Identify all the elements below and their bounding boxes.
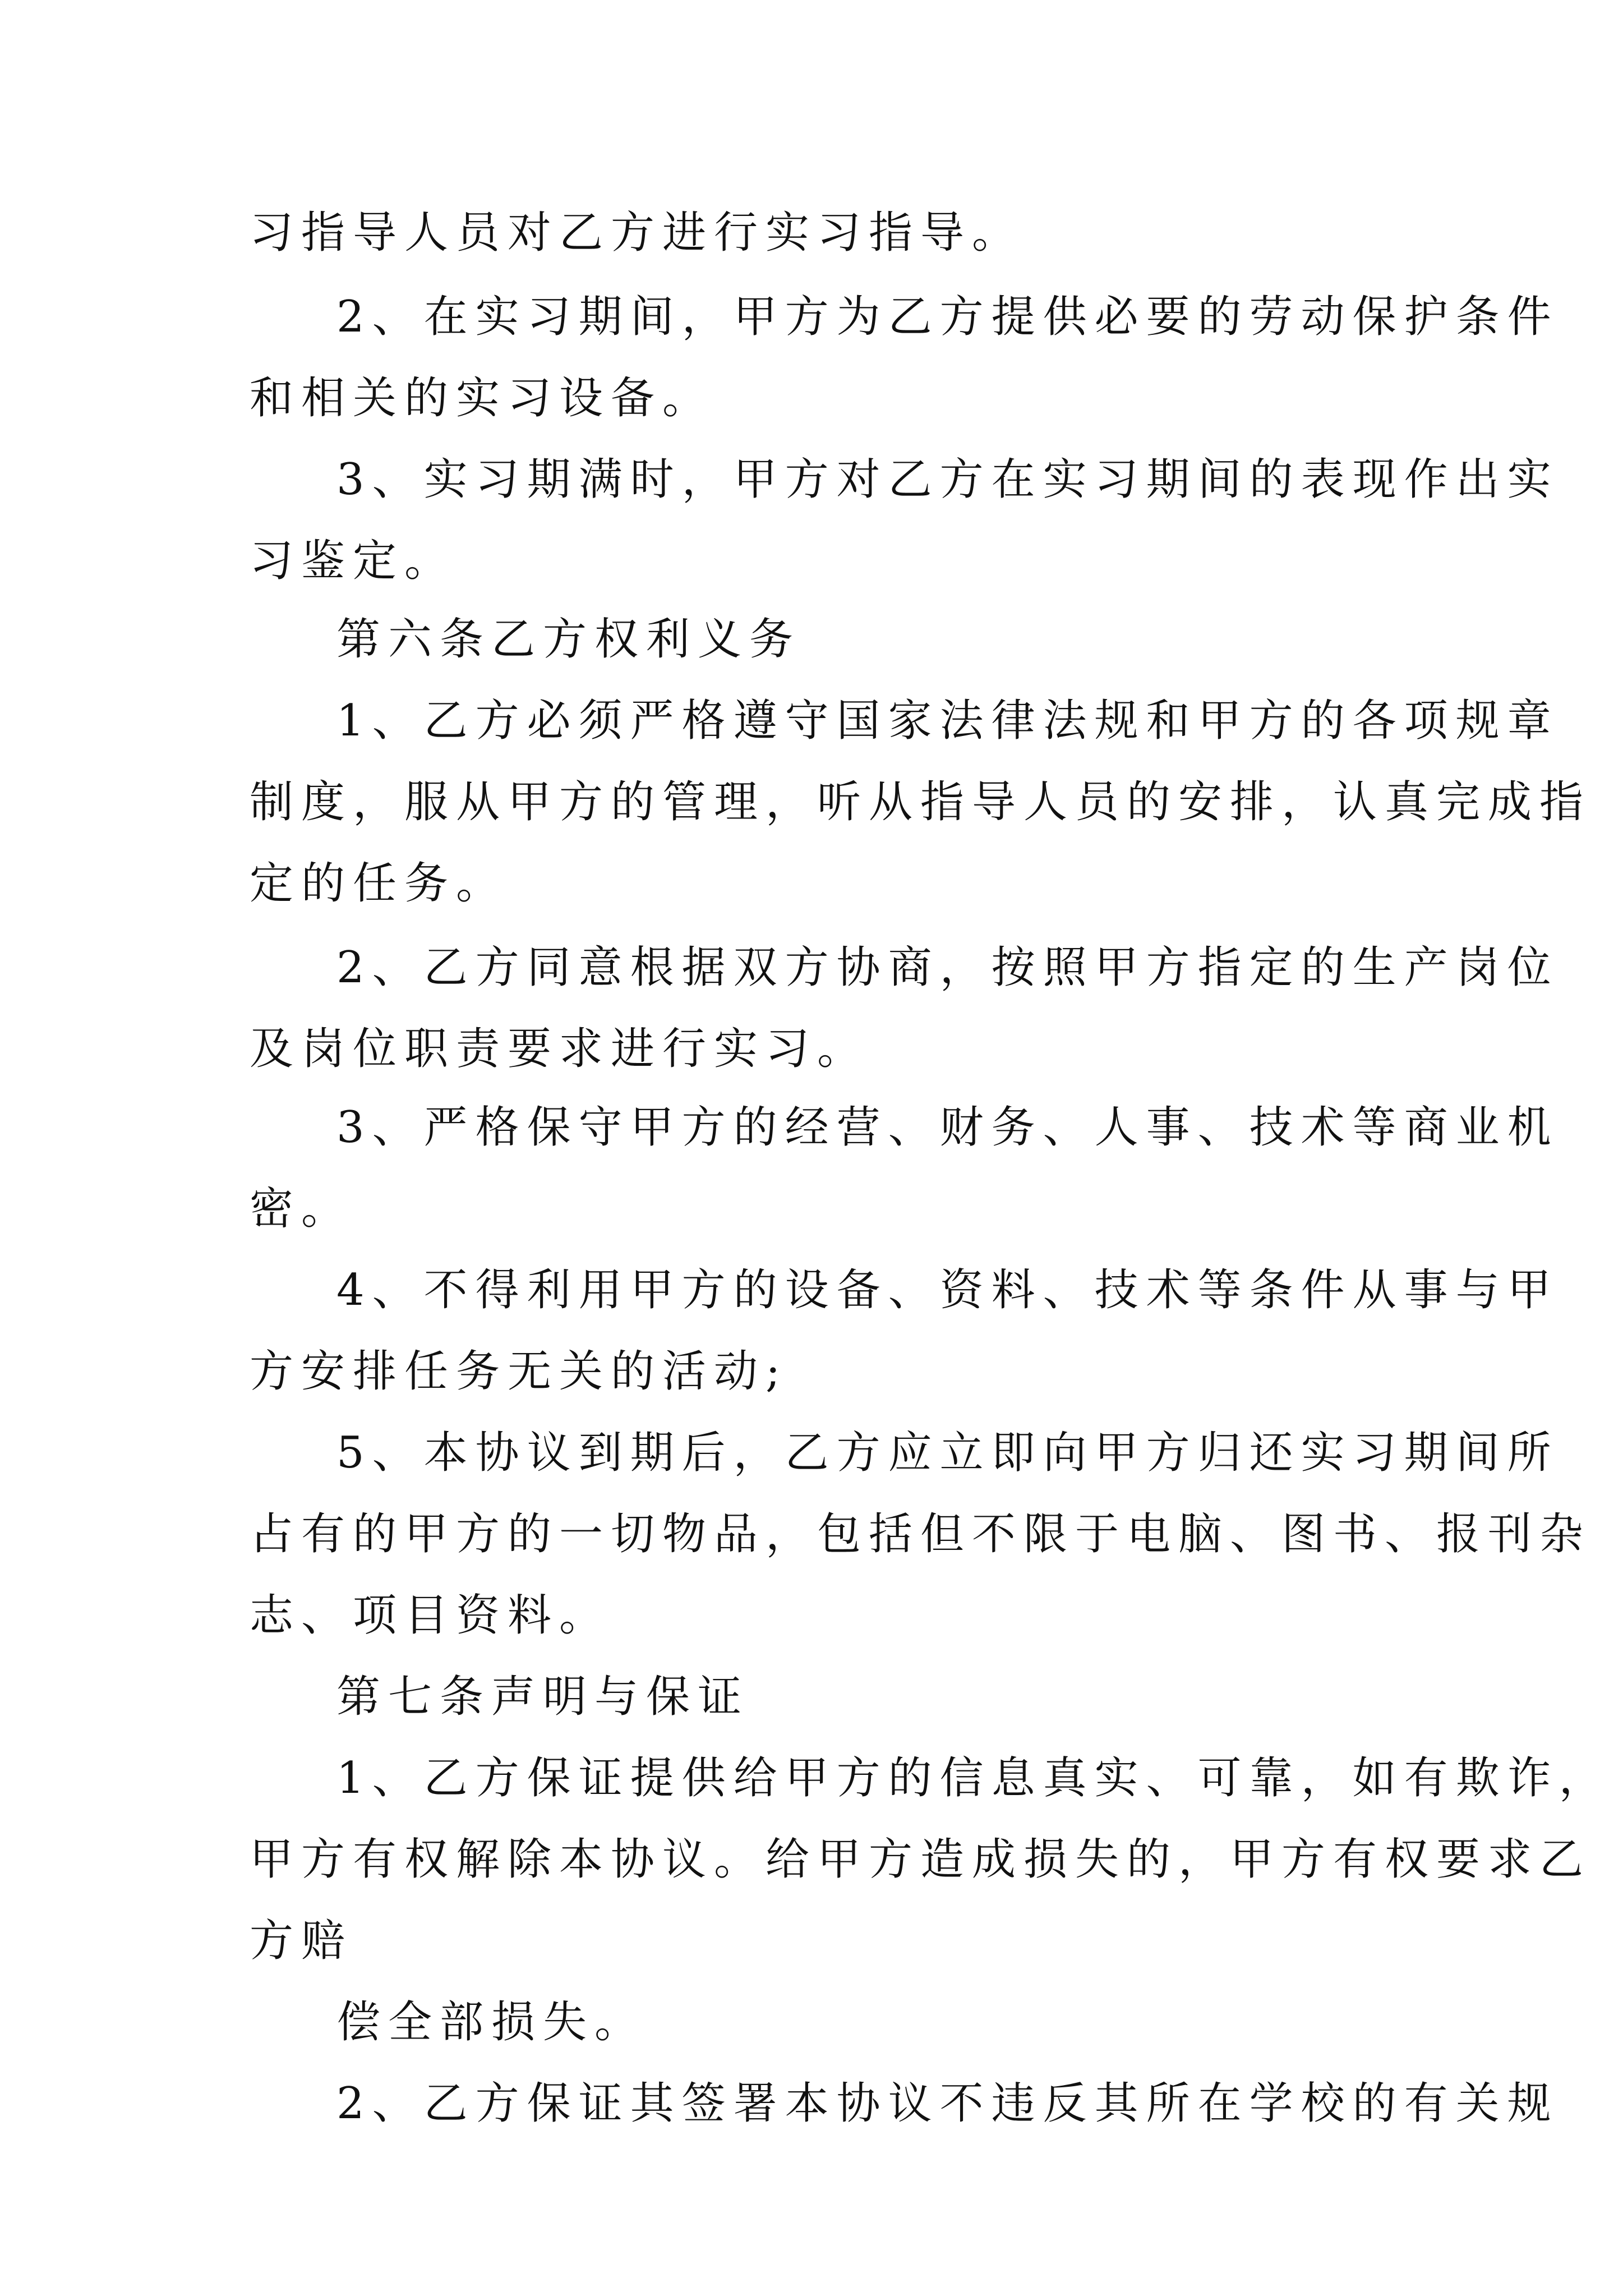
text-line: 3、实习期满时，甲方对乙方在实习期间的表现作出实 [336,454,1559,505]
text-line: 及岗位职责要求进行实习。 [250,1024,869,1074]
text-line: 3、严格保守甲方的经营、财务、人事、技术等商业机 [336,1102,1559,1153]
text-line: 方赔 [250,1916,353,1966]
text-line: 2、乙方保证其签署本协议不违反其所在学校的有关规 [336,2078,1559,2129]
text-line: 占有的甲方的一切物品，包括但不限于电脑、图书、报刊杂 [250,1509,1592,1559]
section-heading: 第六条乙方权利义务 [336,614,801,665]
text-line: 和相关的实习设备。 [250,373,714,424]
text-line: 志、项目资料。 [250,1590,611,1641]
text-line: 方安排任务无关的活动; [250,1346,789,1397]
text-line: 2、乙方同意根据双方协商，按照甲方指定的生产岗位 [336,942,1559,993]
text-line: 制度，服从甲方的管理，听从指导人员的安排，认真完成指 [250,777,1592,827]
text-line: 1、乙方必须严格遵守国家法律法规和甲方的各项规章 [336,696,1559,746]
text-line: 4、不得利用甲方的设备、资料、技术等条件从事与甲 [336,1265,1559,1315]
text-line: 密。 [250,1184,353,1234]
text-line: 定的任务。 [250,858,508,909]
text-line: 5、本协议到期后，乙方应立即向甲方归还实习期间所 [336,1428,1559,1478]
text-line: 习指导人员对乙方进行实习指导。 [250,208,1024,258]
text-line: 2、在实习期间，甲方为乙方提供必要的劳动保护条件 [336,292,1559,342]
text-line: 偿全部损失。 [336,1997,647,2047]
text-line: 1、乙方保证提供给甲方的信息真实、可靠，如有欺诈， [336,1753,1611,1803]
text-line: 习鉴定。 [250,536,457,586]
section-heading: 第七条声明与保证 [336,1672,750,1722]
text-line: 甲方有权解除本协议。给甲方造成损失的，甲方有权要求乙 [250,1834,1592,1885]
